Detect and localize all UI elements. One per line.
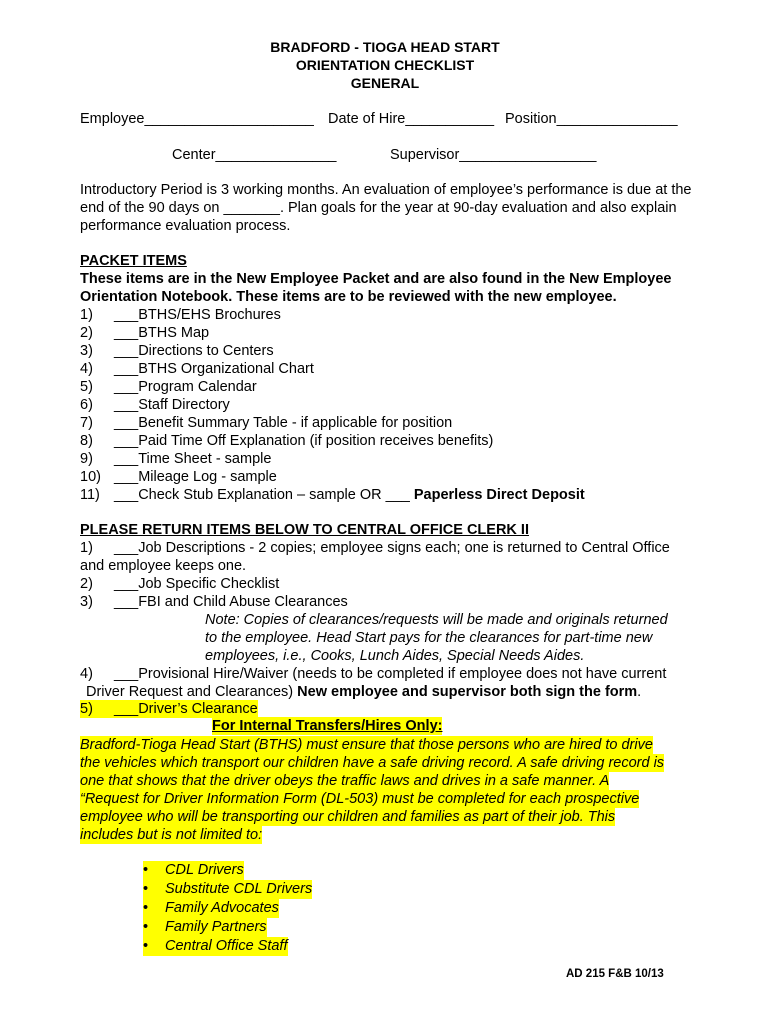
item-number: 9)	[80, 451, 93, 467]
transfers-paragraph-line: Bradford-Tioga Head Start (BTHS) must ensure that those persons who are hired to drive	[80, 737, 653, 753]
item-number: 1)	[80, 540, 93, 556]
list-item[interactable]	[80, 360, 314, 378]
item-number: 8)	[80, 433, 93, 449]
item-number: 4)	[80, 361, 93, 377]
list-item[interactable]	[80, 378, 257, 396]
item-number: 10)	[80, 469, 101, 485]
center-field[interactable]: Center_______________	[172, 147, 337, 163]
item-text: Driver Request and Clearances)	[86, 684, 298, 700]
document-header	[0, 38, 770, 92]
item-text: ___BTHS Organizational Chart	[114, 361, 314, 377]
item-text: ___Staff Directory	[114, 397, 230, 413]
list-item[interactable]	[80, 665, 666, 683]
header-subtitle: GENERAL	[350, 75, 420, 91]
list-item	[143, 899, 279, 918]
item-text: ___Time Sheet - sample	[114, 451, 272, 467]
sign-form-note: New employee and supervisor both sign the form	[297, 684, 638, 700]
paperless-deposit-label: Paperless Direct Deposit	[413, 487, 585, 503]
list-item[interactable]	[80, 306, 281, 324]
item-text: ___Job Specific Checklist	[114, 576, 280, 592]
item-number: 3)	[80, 343, 93, 359]
item-text: ___Program Calendar	[114, 379, 257, 395]
list-item	[143, 937, 288, 956]
list-item[interactable]	[80, 575, 279, 593]
date-of-hire-field[interactable]: Date of Hire___________	[328, 111, 495, 127]
list-item[interactable]	[80, 432, 493, 450]
transfers-paragraph-line: one that shows that the driver obeys the traffic laws and drives in a safe manner. A	[80, 773, 610, 789]
list-item	[143, 880, 312, 899]
packet-items-description: These items are in the New Employee Packet and are also found in the New Employee Orientation Notebook. These items are to be reviewed with the new employee.	[80, 271, 672, 305]
item-number: 3)	[80, 594, 93, 610]
list-item[interactable]	[80, 468, 277, 486]
item-text: ___FBI and Child Abuse Clearances	[114, 594, 348, 610]
item-number: 11)	[80, 487, 100, 503]
list-item	[143, 918, 267, 937]
bullet-icon: •	[143, 919, 149, 935]
introductory-paragraph: Introductory Period is 3 working months. An evaluation of employee’s performance is due at the end of the 90 days on _______. Plan goals for the year at 90-day evaluation and also explain performance evaluation process.	[80, 182, 692, 234]
clearance-note-line: employees, i.e., Cooks, Lunch Aides, Special Needs Aides.	[205, 648, 585, 664]
item-text: ___Directions to Centers	[114, 343, 274, 359]
bullet-text: Family Advocates	[165, 900, 279, 916]
item-number: 2)	[80, 325, 93, 341]
bullet-icon: •	[143, 881, 149, 897]
item-text: ___Provisional Hire/Waiver (needs to be completed if employee does not have current	[114, 666, 667, 682]
internal-transfers-heading: For Internal Transfers/Hires Only:	[212, 718, 443, 734]
list-item[interactable]	[80, 342, 274, 360]
employee-field[interactable]: Employee_____________________	[80, 111, 314, 127]
packet-items-heading: PACKET ITEMS	[80, 253, 187, 269]
list-item-continuation	[86, 683, 641, 701]
bullet-text: Substitute CDL Drivers	[165, 881, 313, 897]
item-text: .	[637, 684, 642, 700]
bullet-icon: •	[143, 938, 149, 954]
item-number: 6)	[80, 397, 93, 413]
position-field[interactable]: Position_______________	[505, 111, 678, 127]
list-item[interactable]	[80, 539, 670, 557]
transfers-paragraph-line: includes but is not limited to:	[80, 827, 263, 843]
item-text: ___Paid Time Off Explanation (if position receives benefits)	[114, 433, 494, 449]
item-number: 5)	[80, 701, 93, 717]
bullet-icon: •	[143, 900, 149, 916]
list-item[interactable]	[80, 324, 209, 342]
bullet-text: CDL Drivers	[165, 862, 244, 878]
item-text: ___Benefit Summary Table - if applicable for position	[114, 415, 453, 431]
list-item[interactable]	[80, 450, 271, 468]
bullet-icon: •	[143, 862, 149, 878]
list-item	[143, 861, 244, 880]
supervisor-field[interactable]: Supervisor_________________	[390, 147, 597, 163]
list-item[interactable]	[80, 414, 452, 432]
transfers-paragraph-line: “Request for Driver Information Form (DL-503) must be completed for each prospective	[80, 791, 640, 807]
item-text: ___Job Descriptions - 2 copies; employee signs each; one is returned to Central Office	[114, 540, 670, 556]
item-number: 5)	[80, 379, 93, 395]
clearance-note-line: Note: Copies of clearances/requests will be made and originals returned	[205, 612, 668, 628]
form-number: AD 215 F&B 10/13	[566, 968, 664, 980]
clearance-note-line: to the employee. Head Start pays for the clearances for part-time new	[205, 630, 653, 646]
item-text: ___BTHS/EHS Brochures	[114, 307, 281, 323]
bullet-text: Central Office Staff	[165, 938, 288, 954]
list-item-continuation: and employee keeps one.	[80, 558, 247, 574]
item-text: ___Mileage Log - sample	[114, 469, 277, 485]
header-title: ORIENTATION CHECKLIST	[295, 57, 475, 73]
list-item[interactable]	[80, 396, 230, 414]
item-number: 7)	[80, 415, 93, 431]
list-item[interactable]	[80, 700, 258, 718]
item-text: ___Driver’s Clearance	[114, 701, 258, 717]
item-text: ___BTHS Map	[114, 325, 210, 341]
item-text: ___Check Stub Explanation – sample OR ___	[114, 487, 414, 503]
item-number: 1)	[80, 307, 93, 323]
transfers-paragraph-line: the vehicles which transport our children have a safe driving record. A safe driving record is	[80, 755, 665, 771]
list-item[interactable]	[80, 486, 585, 504]
list-item[interactable]	[80, 593, 348, 611]
header-org-name: BRADFORD - TIOGA HEAD START	[270, 39, 500, 55]
item-number: 2)	[80, 576, 93, 592]
bullet-text: Family Partners	[165, 919, 267, 935]
transfers-paragraph-line: employee who will be transporting our children and families as part of their job. This	[80, 809, 616, 825]
return-items-heading: PLEASE RETURN ITEMS BELOW TO CENTRAL OFFICE CLERK II	[80, 522, 529, 538]
item-number: 4)	[80, 666, 93, 682]
